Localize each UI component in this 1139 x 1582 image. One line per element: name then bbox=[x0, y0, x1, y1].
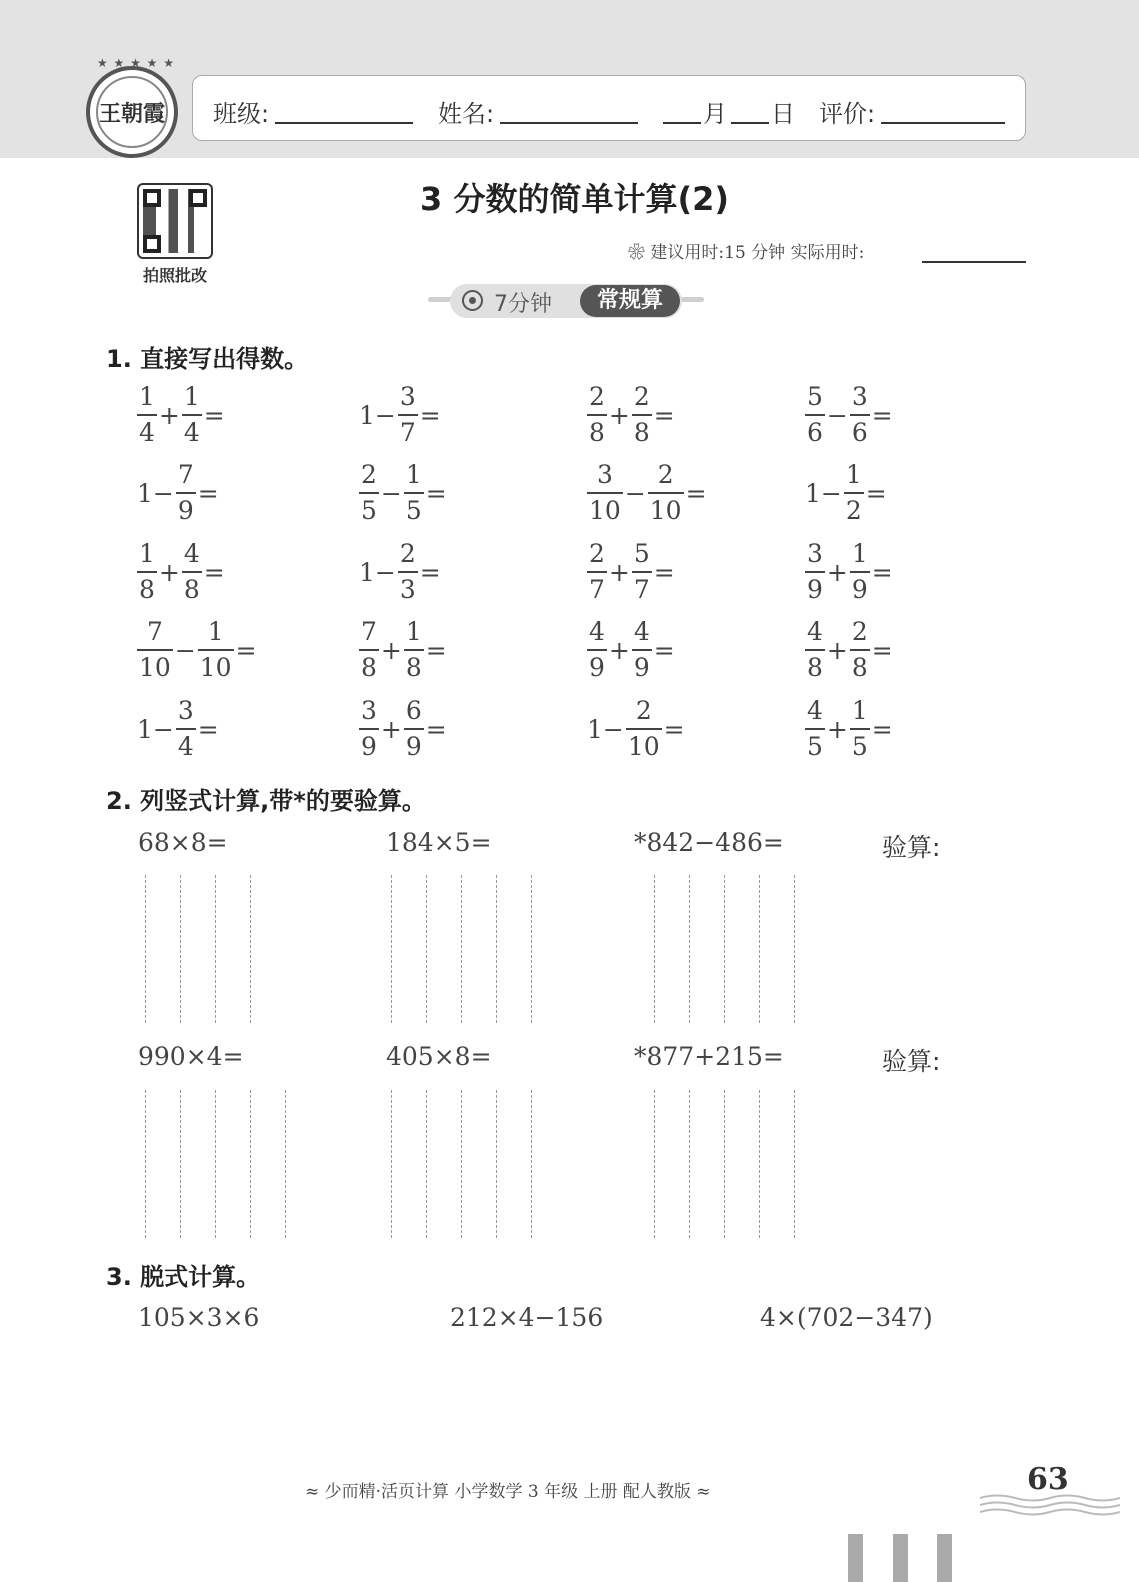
fraction bbox=[198, 617, 234, 683]
operator: 1− bbox=[359, 557, 396, 587]
operator: 1− bbox=[587, 714, 624, 744]
guide-line bbox=[215, 1090, 216, 1238]
fraction bbox=[805, 382, 825, 448]
numerator: 2 bbox=[589, 539, 605, 569]
fraction bbox=[850, 617, 870, 683]
fraction-bar bbox=[404, 728, 424, 730]
numerator: 2 bbox=[657, 460, 674, 490]
operator: = bbox=[871, 557, 893, 587]
numerator: 7 bbox=[146, 617, 163, 647]
operator: − bbox=[624, 478, 646, 508]
fraction-bar bbox=[587, 571, 607, 573]
fraction-bar bbox=[137, 571, 157, 573]
denominator: 8 bbox=[807, 652, 823, 682]
practice-type-badge: 常规算 bbox=[580, 285, 680, 317]
guide-line bbox=[250, 875, 251, 1023]
numerator: 2 bbox=[361, 460, 377, 490]
operator: = bbox=[871, 635, 893, 665]
denominator: 4 bbox=[139, 417, 155, 447]
class-field[interactable] bbox=[275, 122, 413, 124]
denominator: 5 bbox=[405, 495, 422, 525]
guide-line bbox=[654, 875, 655, 1023]
numerator: 1 bbox=[851, 696, 868, 726]
operator: = bbox=[871, 400, 893, 430]
operator: = bbox=[425, 478, 447, 508]
fraction-bar bbox=[850, 414, 870, 416]
page-title: 3 分数的简单计算(2) bbox=[420, 180, 729, 218]
fraction bbox=[587, 382, 607, 448]
fraction-bar bbox=[626, 728, 662, 730]
guide-line bbox=[461, 1090, 462, 1238]
page-tab bbox=[937, 1534, 952, 1582]
day-label: 日 bbox=[771, 100, 795, 128]
numerator: 1 bbox=[207, 617, 224, 647]
section2-heading: 2. 列竖式计算,带*的要验算。 bbox=[106, 787, 426, 815]
fraction-bar bbox=[648, 492, 684, 494]
operator: = bbox=[425, 714, 447, 744]
denominator: 8 bbox=[589, 417, 605, 447]
operator: 1− bbox=[805, 478, 842, 508]
operator: = bbox=[653, 635, 675, 665]
guide-line bbox=[391, 1090, 392, 1238]
suggested-time: ❀ 建议用时:15 分钟 实际用时: bbox=[628, 243, 865, 263]
denominator: 9 bbox=[405, 731, 422, 761]
guide-line bbox=[180, 1090, 181, 1238]
guide-line bbox=[426, 1090, 427, 1238]
operator: = bbox=[235, 635, 257, 665]
denominator: 5 bbox=[807, 731, 823, 761]
operator: + bbox=[380, 635, 402, 665]
stepwise-calc-1: 105×3×6 bbox=[138, 1303, 260, 1332]
fraction-exercise bbox=[136, 458, 220, 528]
fraction-exercise bbox=[804, 537, 894, 607]
fraction-exercise bbox=[136, 694, 220, 764]
numerator: 2 bbox=[399, 539, 416, 569]
numerator: 2 bbox=[635, 696, 652, 726]
fraction bbox=[359, 617, 379, 683]
denominator: 9 bbox=[807, 574, 823, 604]
fraction-exercise bbox=[586, 537, 676, 607]
fraction-exercise bbox=[358, 458, 448, 528]
day-field[interactable] bbox=[731, 122, 769, 124]
guide-line bbox=[759, 1090, 760, 1238]
denominator: 8 bbox=[851, 652, 868, 682]
fraction bbox=[844, 460, 864, 526]
fraction bbox=[632, 539, 652, 605]
guide-line bbox=[285, 1090, 286, 1238]
operator: = bbox=[865, 478, 887, 508]
denominator: 10 bbox=[649, 495, 682, 525]
numerator: 1 bbox=[139, 382, 155, 412]
numerator: 3 bbox=[851, 382, 868, 412]
fraction-bar bbox=[359, 649, 379, 651]
operator: = bbox=[871, 714, 893, 744]
fraction-bar bbox=[850, 571, 870, 573]
operator: + bbox=[608, 557, 630, 587]
guide-line bbox=[724, 875, 725, 1023]
fraction-exercise bbox=[586, 694, 686, 764]
fraction bbox=[176, 460, 196, 526]
fraction-bar bbox=[587, 492, 623, 494]
vertical-calc-3: *842−486= bbox=[634, 828, 784, 857]
numerator: 2 bbox=[633, 382, 650, 412]
fraction-exercise bbox=[586, 615, 676, 685]
numerator: 3 bbox=[596, 460, 613, 490]
fraction-bar bbox=[182, 571, 202, 573]
denominator: 7 bbox=[589, 574, 605, 604]
guide-line bbox=[180, 875, 181, 1023]
section1-heading: 1. 直接写出得数。 bbox=[106, 345, 309, 373]
denominator: 9 bbox=[177, 495, 194, 525]
operator: − bbox=[380, 478, 402, 508]
guide-line bbox=[759, 875, 760, 1023]
fraction bbox=[805, 617, 825, 683]
fraction-exercise bbox=[358, 380, 442, 450]
fraction bbox=[805, 696, 825, 762]
fraction bbox=[176, 696, 196, 762]
operator: 1− bbox=[359, 400, 396, 430]
fraction bbox=[626, 696, 662, 762]
stepwise-calc-2: 212×4−156 bbox=[450, 1303, 604, 1332]
operator: = bbox=[197, 714, 219, 744]
numerator: 1 bbox=[845, 460, 862, 490]
fraction bbox=[805, 539, 825, 605]
operator: + bbox=[380, 714, 402, 744]
fraction-bar bbox=[176, 728, 196, 730]
guide-line bbox=[496, 1090, 497, 1238]
month-field[interactable] bbox=[663, 122, 701, 124]
guide-line bbox=[145, 875, 146, 1023]
guide-line bbox=[724, 1090, 725, 1238]
numerator: 1 bbox=[183, 382, 200, 412]
fraction-exercise bbox=[804, 694, 894, 764]
fraction bbox=[850, 382, 870, 448]
fraction-bar bbox=[398, 571, 418, 573]
fraction-exercise bbox=[136, 380, 226, 450]
name-label: 姓名: bbox=[438, 100, 495, 128]
denominator: 7 bbox=[399, 417, 416, 447]
numerator: 3 bbox=[807, 539, 823, 569]
fraction-bar bbox=[137, 414, 157, 416]
denominator: 4 bbox=[177, 731, 194, 761]
fraction bbox=[587, 539, 607, 605]
denominator: 9 bbox=[851, 574, 868, 604]
fraction-exercise bbox=[136, 537, 226, 607]
fraction-bar bbox=[587, 414, 607, 416]
footer-text: ≈ 少而精·活页计算 小学数学 3 年级 上册 配人教版 ≈ bbox=[305, 1482, 711, 1502]
rating-field[interactable] bbox=[881, 122, 1005, 124]
operator: = bbox=[685, 478, 707, 508]
page-number: 63 bbox=[1027, 1462, 1069, 1497]
operator: − bbox=[174, 635, 196, 665]
brand-logo bbox=[86, 56, 178, 158]
operator: = bbox=[203, 400, 225, 430]
fraction bbox=[182, 539, 202, 605]
numerator: 3 bbox=[399, 382, 416, 412]
guide-line bbox=[654, 1090, 655, 1238]
vertical-calc-1: 68×8= bbox=[138, 828, 228, 857]
logo-text: 王朝霞 bbox=[96, 76, 168, 148]
fraction-exercise bbox=[136, 615, 258, 685]
fraction bbox=[404, 617, 424, 683]
fraction-bar bbox=[182, 414, 202, 416]
denominator: 4 bbox=[183, 417, 200, 447]
operator: = bbox=[653, 557, 675, 587]
numerator: 2 bbox=[851, 617, 868, 647]
denominator: 7 bbox=[633, 574, 650, 604]
operator: + bbox=[158, 400, 180, 430]
guide-line bbox=[531, 875, 532, 1023]
numerator: 4 bbox=[589, 617, 605, 647]
fraction bbox=[632, 382, 652, 448]
stepwise-calc-3: 4×(702−347) bbox=[760, 1303, 933, 1332]
operator: 1− bbox=[137, 714, 174, 744]
operator: + bbox=[826, 557, 848, 587]
numerator: 7 bbox=[361, 617, 377, 647]
denominator: 10 bbox=[627, 731, 660, 761]
numerator: 5 bbox=[807, 382, 823, 412]
fraction-exercise bbox=[358, 615, 448, 685]
operator: = bbox=[419, 557, 441, 587]
fraction bbox=[398, 539, 418, 605]
fraction bbox=[587, 617, 607, 683]
operator: + bbox=[608, 400, 630, 430]
numerator: 2 bbox=[589, 382, 605, 412]
numerator: 4 bbox=[807, 617, 823, 647]
operator: − bbox=[826, 400, 848, 430]
fraction-bar bbox=[850, 728, 870, 730]
fraction bbox=[404, 460, 424, 526]
numerator: 3 bbox=[361, 696, 377, 726]
denominator: 10 bbox=[139, 652, 171, 682]
fraction bbox=[850, 539, 870, 605]
numerator: 1 bbox=[139, 539, 155, 569]
fraction-bar bbox=[359, 492, 379, 494]
denominator: 8 bbox=[183, 574, 200, 604]
verify-label: 验算: bbox=[882, 833, 941, 862]
numerator: 5 bbox=[633, 539, 650, 569]
numerator: 4 bbox=[807, 696, 823, 726]
numerator: 7 bbox=[177, 460, 194, 490]
fraction-bar bbox=[805, 649, 825, 651]
guide-line bbox=[689, 875, 690, 1023]
numerator: 6 bbox=[405, 696, 422, 726]
guide-line bbox=[531, 1090, 532, 1238]
operator: + bbox=[826, 714, 848, 744]
fraction-exercise bbox=[358, 537, 442, 607]
operator: = bbox=[197, 478, 219, 508]
denominator: 8 bbox=[405, 652, 422, 682]
fraction bbox=[137, 382, 157, 448]
guide-line bbox=[145, 1090, 146, 1238]
fraction-bar bbox=[805, 571, 825, 573]
fraction-bar bbox=[404, 649, 424, 651]
denominator: 10 bbox=[199, 652, 232, 682]
denominator: 5 bbox=[361, 495, 377, 525]
fraction-bar bbox=[632, 414, 652, 416]
fraction bbox=[137, 617, 173, 683]
denominator: 8 bbox=[361, 652, 377, 682]
operator: = bbox=[425, 635, 447, 665]
numerator: 3 bbox=[177, 696, 194, 726]
guide-line bbox=[496, 875, 497, 1023]
denominator: 5 bbox=[851, 731, 868, 761]
rating-label: 评价: bbox=[819, 100, 876, 128]
guide-line bbox=[794, 875, 795, 1023]
denominator: 10 bbox=[589, 495, 621, 525]
operator: + bbox=[826, 635, 848, 665]
fraction-bar bbox=[632, 571, 652, 573]
month-label: 月 bbox=[703, 100, 727, 128]
actual-time-field[interactable] bbox=[922, 261, 1026, 263]
operator: + bbox=[158, 557, 180, 587]
fraction-bar bbox=[404, 492, 424, 494]
timer-text: 7分钟 bbox=[494, 292, 552, 317]
denominator: 9 bbox=[589, 652, 605, 682]
section3-heading: 3. 脱式计算。 bbox=[106, 1263, 261, 1291]
wave-decoration-icon bbox=[980, 1490, 1120, 1520]
fraction bbox=[359, 696, 379, 762]
vertical-calc-4: 990×4= bbox=[138, 1042, 244, 1071]
denominator: 9 bbox=[633, 652, 650, 682]
guide-line bbox=[215, 875, 216, 1023]
operator: = bbox=[203, 557, 225, 587]
operator: = bbox=[663, 714, 685, 744]
guide-line bbox=[391, 875, 392, 1023]
fraction-bar bbox=[398, 414, 418, 416]
fraction-exercise bbox=[804, 380, 894, 450]
qr-label: 拍照批改 bbox=[142, 266, 207, 285]
vertical-calc-5: 405×8= bbox=[386, 1042, 492, 1071]
fraction-bar bbox=[198, 649, 234, 651]
guide-line bbox=[689, 1090, 690, 1238]
guide-line bbox=[794, 1090, 795, 1238]
denominator: 8 bbox=[139, 574, 155, 604]
name-field[interactable] bbox=[500, 122, 638, 124]
denominator: 6 bbox=[851, 417, 868, 447]
class-label: 班级: bbox=[213, 100, 270, 128]
fraction-exercise bbox=[804, 615, 894, 685]
fraction-exercise bbox=[586, 458, 708, 528]
student-info-box bbox=[192, 75, 1026, 141]
numerator: 4 bbox=[183, 539, 200, 569]
denominator: 3 bbox=[399, 574, 416, 604]
operator: + bbox=[608, 635, 630, 665]
denominator: 9 bbox=[361, 731, 377, 761]
verify-label: 验算: bbox=[882, 1047, 941, 1076]
fraction bbox=[648, 460, 684, 526]
denominator: 6 bbox=[807, 417, 823, 447]
fraction-bar bbox=[587, 649, 607, 651]
page-tab bbox=[848, 1534, 863, 1582]
numerator: 4 bbox=[633, 617, 650, 647]
timer-icon bbox=[462, 290, 483, 311]
operator: 1− bbox=[137, 478, 174, 508]
fraction-bar bbox=[632, 649, 652, 651]
fraction-bar bbox=[805, 728, 825, 730]
fraction bbox=[137, 539, 157, 605]
fraction-bar bbox=[850, 649, 870, 651]
fraction bbox=[404, 696, 424, 762]
star-icons: ★ ★ ★ ★ ★ bbox=[96, 56, 176, 70]
fraction bbox=[587, 460, 623, 526]
vertical-calc-2: 184×5= bbox=[386, 828, 492, 857]
fraction bbox=[850, 696, 870, 762]
operator: = bbox=[419, 400, 441, 430]
fraction-bar bbox=[359, 728, 379, 730]
fraction bbox=[182, 382, 202, 448]
fraction-bar bbox=[176, 492, 196, 494]
fraction-bar bbox=[137, 649, 173, 651]
page-tab bbox=[893, 1534, 908, 1582]
guide-line bbox=[461, 875, 462, 1023]
numerator: 1 bbox=[405, 617, 422, 647]
suggested-time-text: 建议用时:15 分钟 实际用时: bbox=[650, 243, 865, 263]
fraction bbox=[359, 460, 379, 526]
fraction-bar bbox=[805, 414, 825, 416]
fraction-exercise bbox=[358, 694, 448, 764]
guide-line bbox=[250, 1090, 251, 1238]
denominator: 2 bbox=[845, 495, 862, 525]
numerator: 1 bbox=[405, 460, 422, 490]
operator: = bbox=[653, 400, 675, 430]
guide-line bbox=[426, 875, 427, 1023]
fraction bbox=[398, 382, 418, 448]
vertical-calc-6: *877+215= bbox=[634, 1042, 784, 1071]
fraction-exercise bbox=[586, 380, 676, 450]
denominator: 8 bbox=[633, 417, 650, 447]
numerator: 1 bbox=[851, 539, 868, 569]
fraction-exercise bbox=[804, 458, 888, 528]
fraction-bar bbox=[844, 492, 864, 494]
fraction bbox=[632, 617, 652, 683]
